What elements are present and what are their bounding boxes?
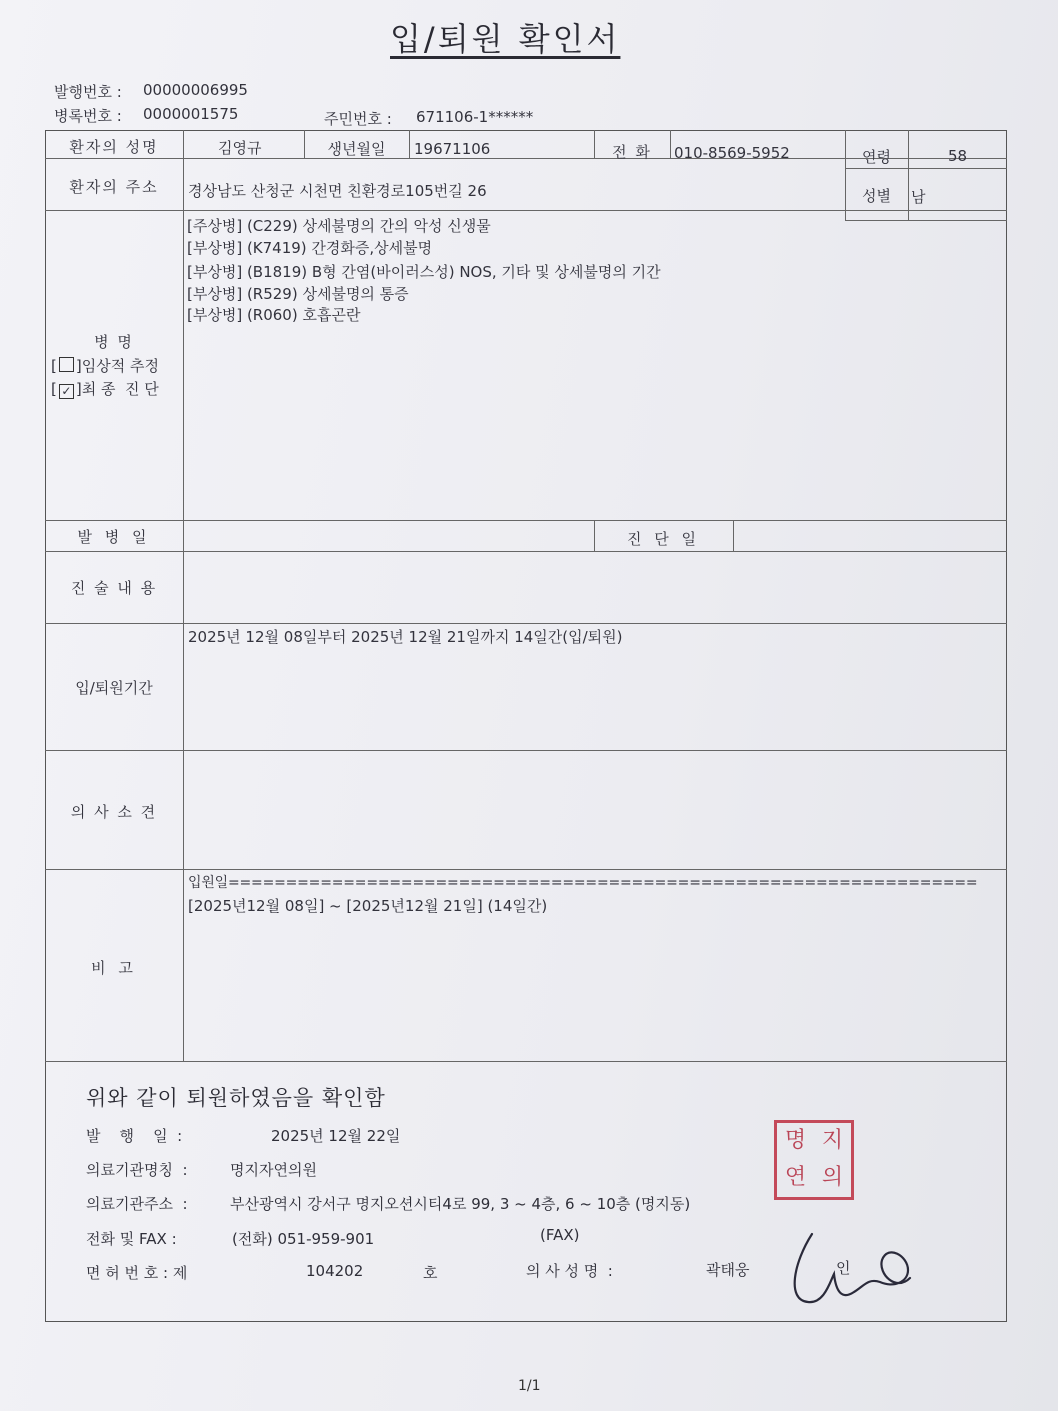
row-divider [45, 551, 1007, 552]
remarks-line: 입원일================================================================= [188, 875, 978, 891]
hospital-address-label: 의료기관주소 : [86, 1195, 188, 1213]
birth-date-label: 생년월일 [327, 140, 386, 158]
page-number: 1/1 [518, 1378, 541, 1394]
record-number-label: 병록번호 : [54, 107, 122, 125]
diagnosis-line: [부상병] (B1819) B형 간염(바이러스성) NOS, 기타 및 상세불명의 기간 [187, 263, 661, 281]
phone-number: 010-8569-5952 [674, 144, 790, 162]
row-divider [45, 623, 1007, 624]
phone-fax-label: 전화 및 FAX : [86, 1230, 177, 1248]
cell-divider [733, 520, 734, 551]
sex: 남 [911, 188, 926, 206]
hospital-name: 명지자연의원 [230, 1161, 317, 1179]
license-number-label: 면 허 번 호 : 제 [86, 1264, 188, 1282]
confirmation-statement: 위와 같이 퇴원하였음을 확인함 [86, 1086, 386, 1110]
seal-mark: 인 [836, 1259, 851, 1277]
address: 경상남도 산청군 시천면 친환경로105번길 26 [188, 182, 487, 200]
resident-number-label: 주민번호 : [324, 110, 392, 128]
cell-divider [845, 130, 846, 220]
row-divider [45, 520, 1007, 521]
age: 58 [948, 147, 968, 165]
issue-number: 00000006995 [143, 81, 248, 99]
hospital-address: 부산광역시 강서구 명지오션시티4로 99, 3 ~ 4층, 6 ~ 10층 (명지동) [230, 1195, 691, 1213]
cell-divider [908, 130, 909, 220]
doctor-opinion-label: 의 사 소 견 [70, 803, 158, 821]
license-suffix: 호 [423, 1264, 438, 1282]
birth-date: 19671106 [414, 140, 491, 158]
row-divider [45, 750, 1007, 751]
clinical-estimate-option[interactable]: [ ]임상적 추정 [51, 357, 159, 375]
doctor-name: 곽태웅 [706, 1261, 750, 1279]
cell-divider [845, 168, 1007, 169]
sex-label: 성별 [862, 187, 891, 205]
remarks-line: [2025년12월 08일] ~ [2025년12월 21일] (14일간) [188, 897, 548, 915]
license-number: 104202 [306, 1262, 364, 1280]
patient-name: 김영규 [218, 139, 262, 157]
row-divider [45, 1061, 1007, 1062]
address-label: 환자의 주소 [69, 178, 159, 196]
final-diagnosis-checkbox[interactable]: ✓ [59, 384, 74, 399]
diagnosis-line: [부상병] (R060) 호흡곤란 [187, 306, 361, 324]
diagnosis-line: [부상병] (K7419) 간경화증,상세불명 [187, 239, 433, 257]
hospital-phone: (전화) 051-959-901 [232, 1230, 375, 1248]
hospital-name-label: 의료기관명칭 : [86, 1161, 188, 1179]
cell-divider [845, 220, 1007, 221]
diagnosis-label: 병 명 [94, 333, 134, 351]
onset-date-label: 발 병 일 [77, 528, 151, 546]
hospital-fax: (FAX) [540, 1226, 580, 1244]
doctor-name-label: 의 사 성 명 : [526, 1262, 613, 1280]
row-divider [45, 869, 1007, 870]
record-number: 0000001575 [143, 105, 239, 123]
diagnosis-date-label: 진 단 일 [626, 530, 700, 548]
patient-name-label: 환자의 성명 [69, 138, 159, 156]
diagnosis-line: [주상병] (C229) 상세불명의 간의 악성 신생물 [187, 217, 491, 235]
issue-date-label: 발 행 일 : [86, 1127, 183, 1145]
resident-number: 671106-1****** [416, 108, 534, 126]
cell-divider [409, 130, 410, 158]
issue-date: 2025년 12월 22일 [271, 1127, 401, 1145]
admission-period: 2025년 12월 08일부터 2025년 12월 21일까지 14일간(입/퇴원) [188, 628, 623, 646]
hospital-seal-stamp: 명 지 연 의 [774, 1120, 854, 1200]
admission-period-label: 입/퇴원기간 [75, 679, 153, 697]
final-diagnosis-option[interactable]: [ ✓ ]최 종 진 단 [51, 380, 159, 398]
doctor-signature [784, 1222, 919, 1312]
statement-label: 진 술 내 용 [70, 579, 158, 597]
document-title: 입/퇴원 확인서 [390, 20, 621, 58]
label-column-divider [183, 130, 184, 1061]
row-divider [45, 210, 1007, 211]
remarks-label: 비 고 [91, 959, 137, 977]
diagnosis-line: [부상병] (R529) 상세불명의 통증 [187, 285, 409, 303]
age-label: 연령 [862, 148, 891, 166]
issue-number-label: 발행번호 : [54, 83, 122, 101]
phone-label: 전 화 [612, 143, 652, 161]
clinical-estimate-checkbox[interactable] [59, 357, 74, 372]
cell-divider [670, 130, 671, 158]
